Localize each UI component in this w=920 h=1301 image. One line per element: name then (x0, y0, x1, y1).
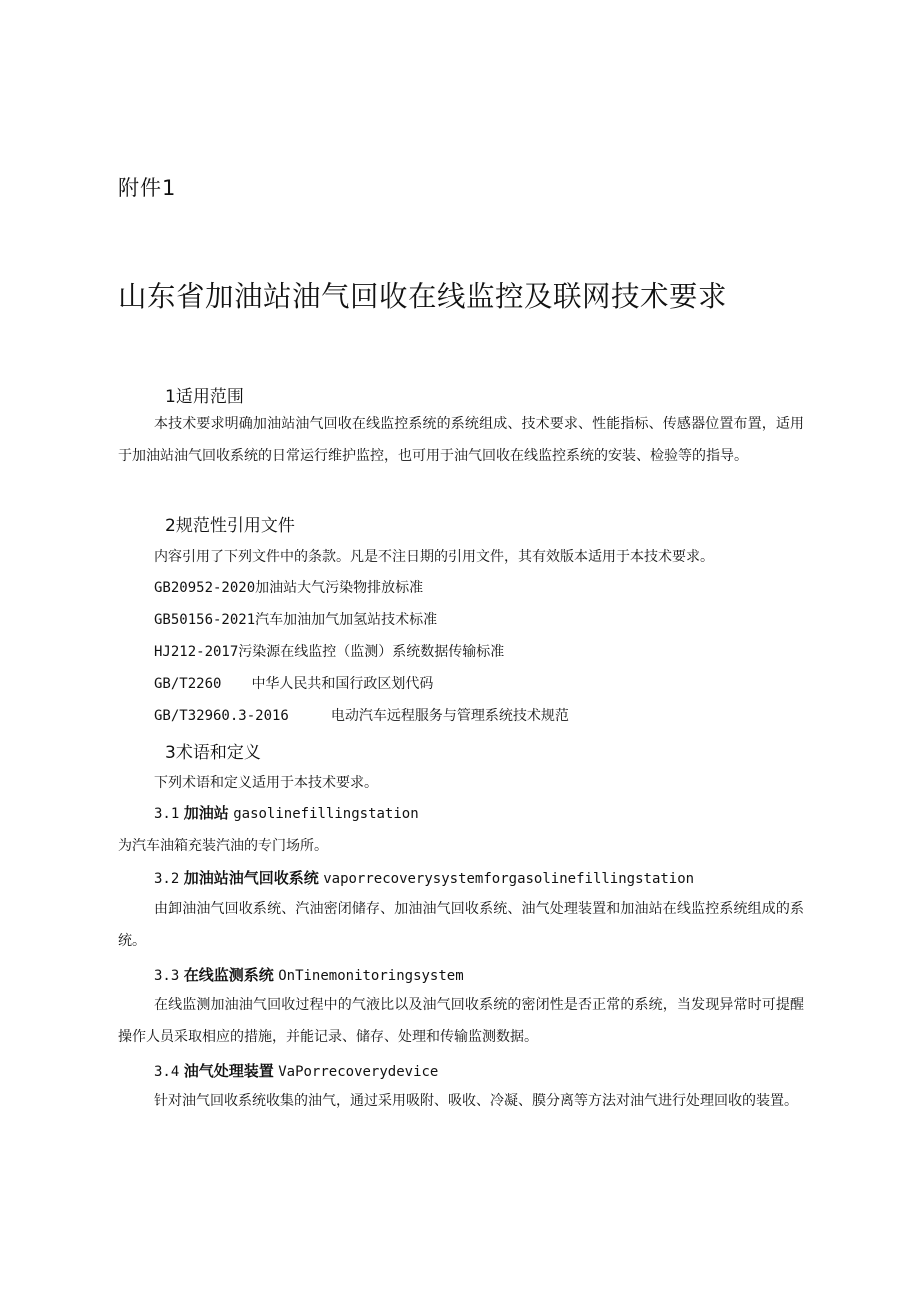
reference-item (154, 673, 433, 693)
term-heading (154, 802, 419, 823)
term-heading (154, 964, 464, 985)
term-number: 3.1 (154, 806, 180, 822)
term-number: 3.3 (154, 968, 180, 984)
term-definition: 针对油气回收系统收集的油气，通过采用吸附、吸收、冷凝、膜分离等方法对油气进行处理回收的装置。 (154, 1093, 798, 1109)
references-intro: 内容引用了下列文件中的条款。凡是不注日期的引用文件，其有效版本适用于本技术要求。 (154, 549, 714, 565)
section-heading-references: 2规范性引用文件 (165, 516, 295, 536)
reference-code: GB50156-2021 (154, 612, 256, 628)
reference-item (154, 609, 437, 629)
term-definition: 为汽车油箱充装汽油的专门场所。 (118, 838, 328, 854)
term-name: 加油站油气回收系统 (183, 869, 319, 887)
attachment-label: 附件1 (118, 176, 177, 200)
reference-name: 电动汽车远程服务与管理系统技术规范 (330, 708, 569, 724)
reference-code: GB/T2260 (154, 676, 222, 692)
term-definition: 由卸油油气回收系统、汽油密闭储存、加油油气回收系统、油气处理装置和加油站在线监控系统组成的系统。 (118, 901, 804, 949)
reference-item (154, 641, 504, 661)
term-english: vaporrecoverysystemforgasolinefillingstation (323, 871, 695, 887)
reference-code: GB20952-2020 (154, 580, 256, 596)
term-heading (154, 1060, 438, 1081)
section-heading-terms: 3术语和定义 (165, 743, 261, 763)
term-english: OnTinemonitoringsystem (278, 968, 464, 984)
reference-name: 汽车加油加气加氢站技术标准 (255, 612, 438, 628)
term-name: 在线监测系统 (183, 966, 274, 984)
reference-item (154, 705, 569, 725)
reference-item (154, 577, 423, 597)
term-english: gasolinefillingstation (233, 806, 419, 822)
section-heading-scope: 1适用范围 (165, 387, 244, 407)
term-english: VaPorrecoverydevice (278, 1064, 439, 1080)
term-definition: 在线监测加油油气回收过程中的气液比以及油气回收系统的密闭性是否正常的系统，当发现异常时可提醒操作人员采取相应的措施，并能记录、储存、处理和传输监测数据。 (118, 997, 804, 1045)
term-number: 3.2 (154, 871, 180, 887)
terms-intro: 下列术语和定义适用于本技术要求。 (154, 775, 378, 791)
term-name: 油气处理装置 (183, 1062, 274, 1080)
reference-code: GB/T32960.3-2016 (154, 708, 289, 724)
term-name: 加油站 (183, 804, 229, 822)
scope-paragraph: 本技术要求明确加油站油气回收在线监控系统的系统组成、技术要求、性能指标、传感器位置布置，适用于加油站油气回收系统的日常运行维护监控，也可用于油气回收在线监控系统的安装、检验等的指导。 (118, 416, 804, 464)
reference-name: 中华人民共和国行政区划代码 (251, 676, 434, 692)
reference-name: 加油站大气污染物排放标准 (255, 580, 424, 596)
reference-code: HJ212-2017 (154, 644, 239, 660)
reference-name: 污染源在线监控（监测）系统数据传输标准 (238, 644, 505, 660)
term-number: 3.4 (154, 1064, 180, 1080)
document-title: 山东省加油站油气回收在线监控及联网技术要求 (118, 280, 728, 313)
term-heading (154, 867, 694, 888)
